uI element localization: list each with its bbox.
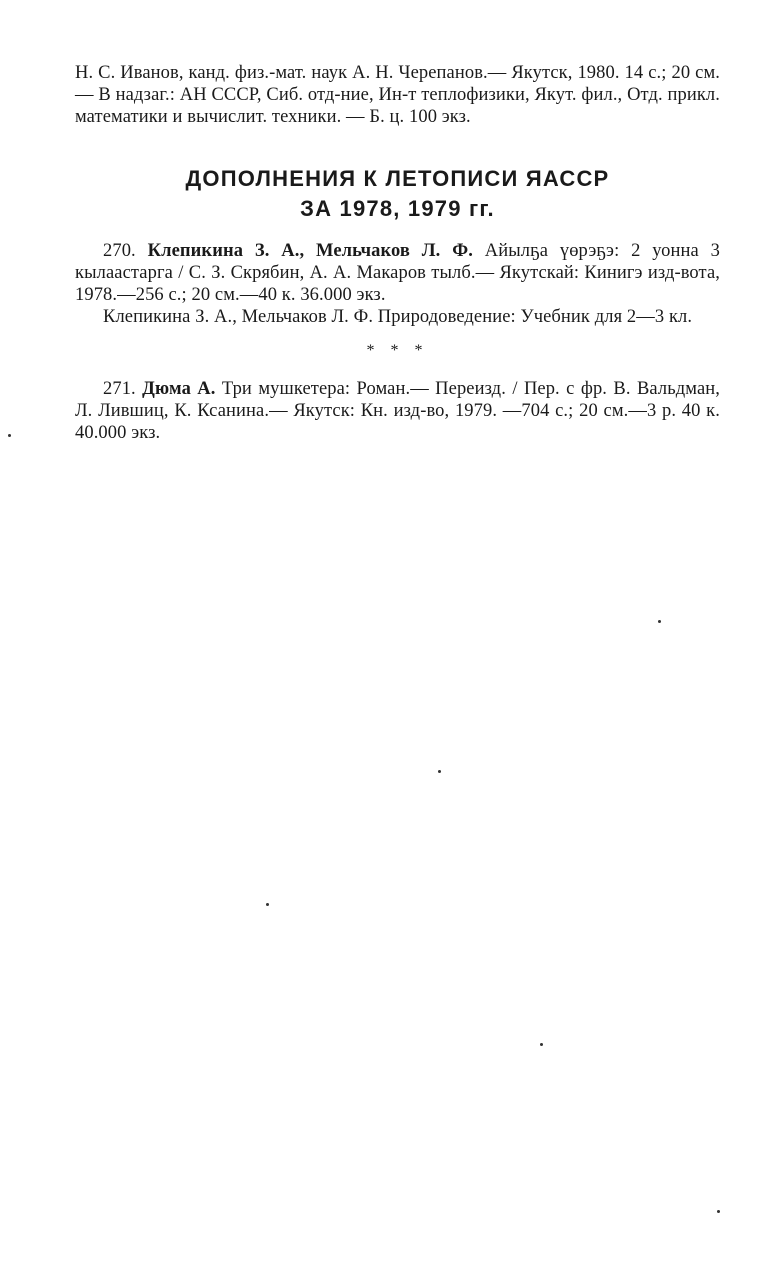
- entry-paragraph: [75, 378, 720, 444]
- entry-271: [75, 378, 720, 444]
- document-page: [75, 62, 720, 444]
- scan-speck: [717, 1210, 720, 1213]
- entry-number: 270.: [103, 241, 136, 261]
- entry-paragraph: [75, 240, 720, 306]
- scan-speck: [658, 620, 661, 623]
- separator-stars: * * *: [366, 342, 429, 359]
- scan-speck: [8, 434, 11, 437]
- intro-paragraph: Н. С. Иванов, канд. физ.-мат. наук А. Н. Черепанов.— Якутск, 1980. 14 с.; 20 см.— В надзаг.: АН СССР, Сиб. отд-ние, Ин-т теплофизики, Якут. фил., Отд. прикл. математики и вычислит. техники. — Б. ц. 100 экз.: [75, 63, 720, 127]
- heading-line-1: ДОПОЛНЕНИЯ К ЛЕТОПИСИ ЯАССР: [185, 166, 610, 191]
- entry-authors: Дюма А.: [142, 379, 216, 399]
- entry-270: [75, 240, 720, 328]
- section-heading: [75, 164, 720, 224]
- scan-speck: [540, 1043, 543, 1046]
- scan-speck: [438, 770, 441, 773]
- entry-note: Клепикина З. А., Мельчаков Л. Ф. Природоведение: Учебник для 2—3 кл.: [103, 307, 693, 327]
- entry-text: Три мушкетера: Роман.— Переизд. / Пер. с фр. В. Вальдман, Л. Лившиц, К. Ксанина.— Якутск: Кн. изд-во, 1979. —704 с.; 20 см.—3 р. 40 к. 40.000 экз.: [75, 379, 720, 443]
- heading-line-2: ЗА 1978, 1979 гг.: [300, 196, 495, 221]
- scan-speck: [266, 903, 269, 906]
- entry-text: Айылҕа үөрэҕэ: 2 уонна 3 кылаастарга / С. З. Скрябин, А. А. Макаров тылб.— Якутскай: Кинигэ изд-вота, 1978.—256 с.; 20 см.—40 к. 36.000 экз.: [75, 241, 721, 305]
- entry-number: 271.: [103, 379, 136, 399]
- entry-authors: Клепикина З. А., Мельчаков Л. Ф.: [147, 241, 473, 261]
